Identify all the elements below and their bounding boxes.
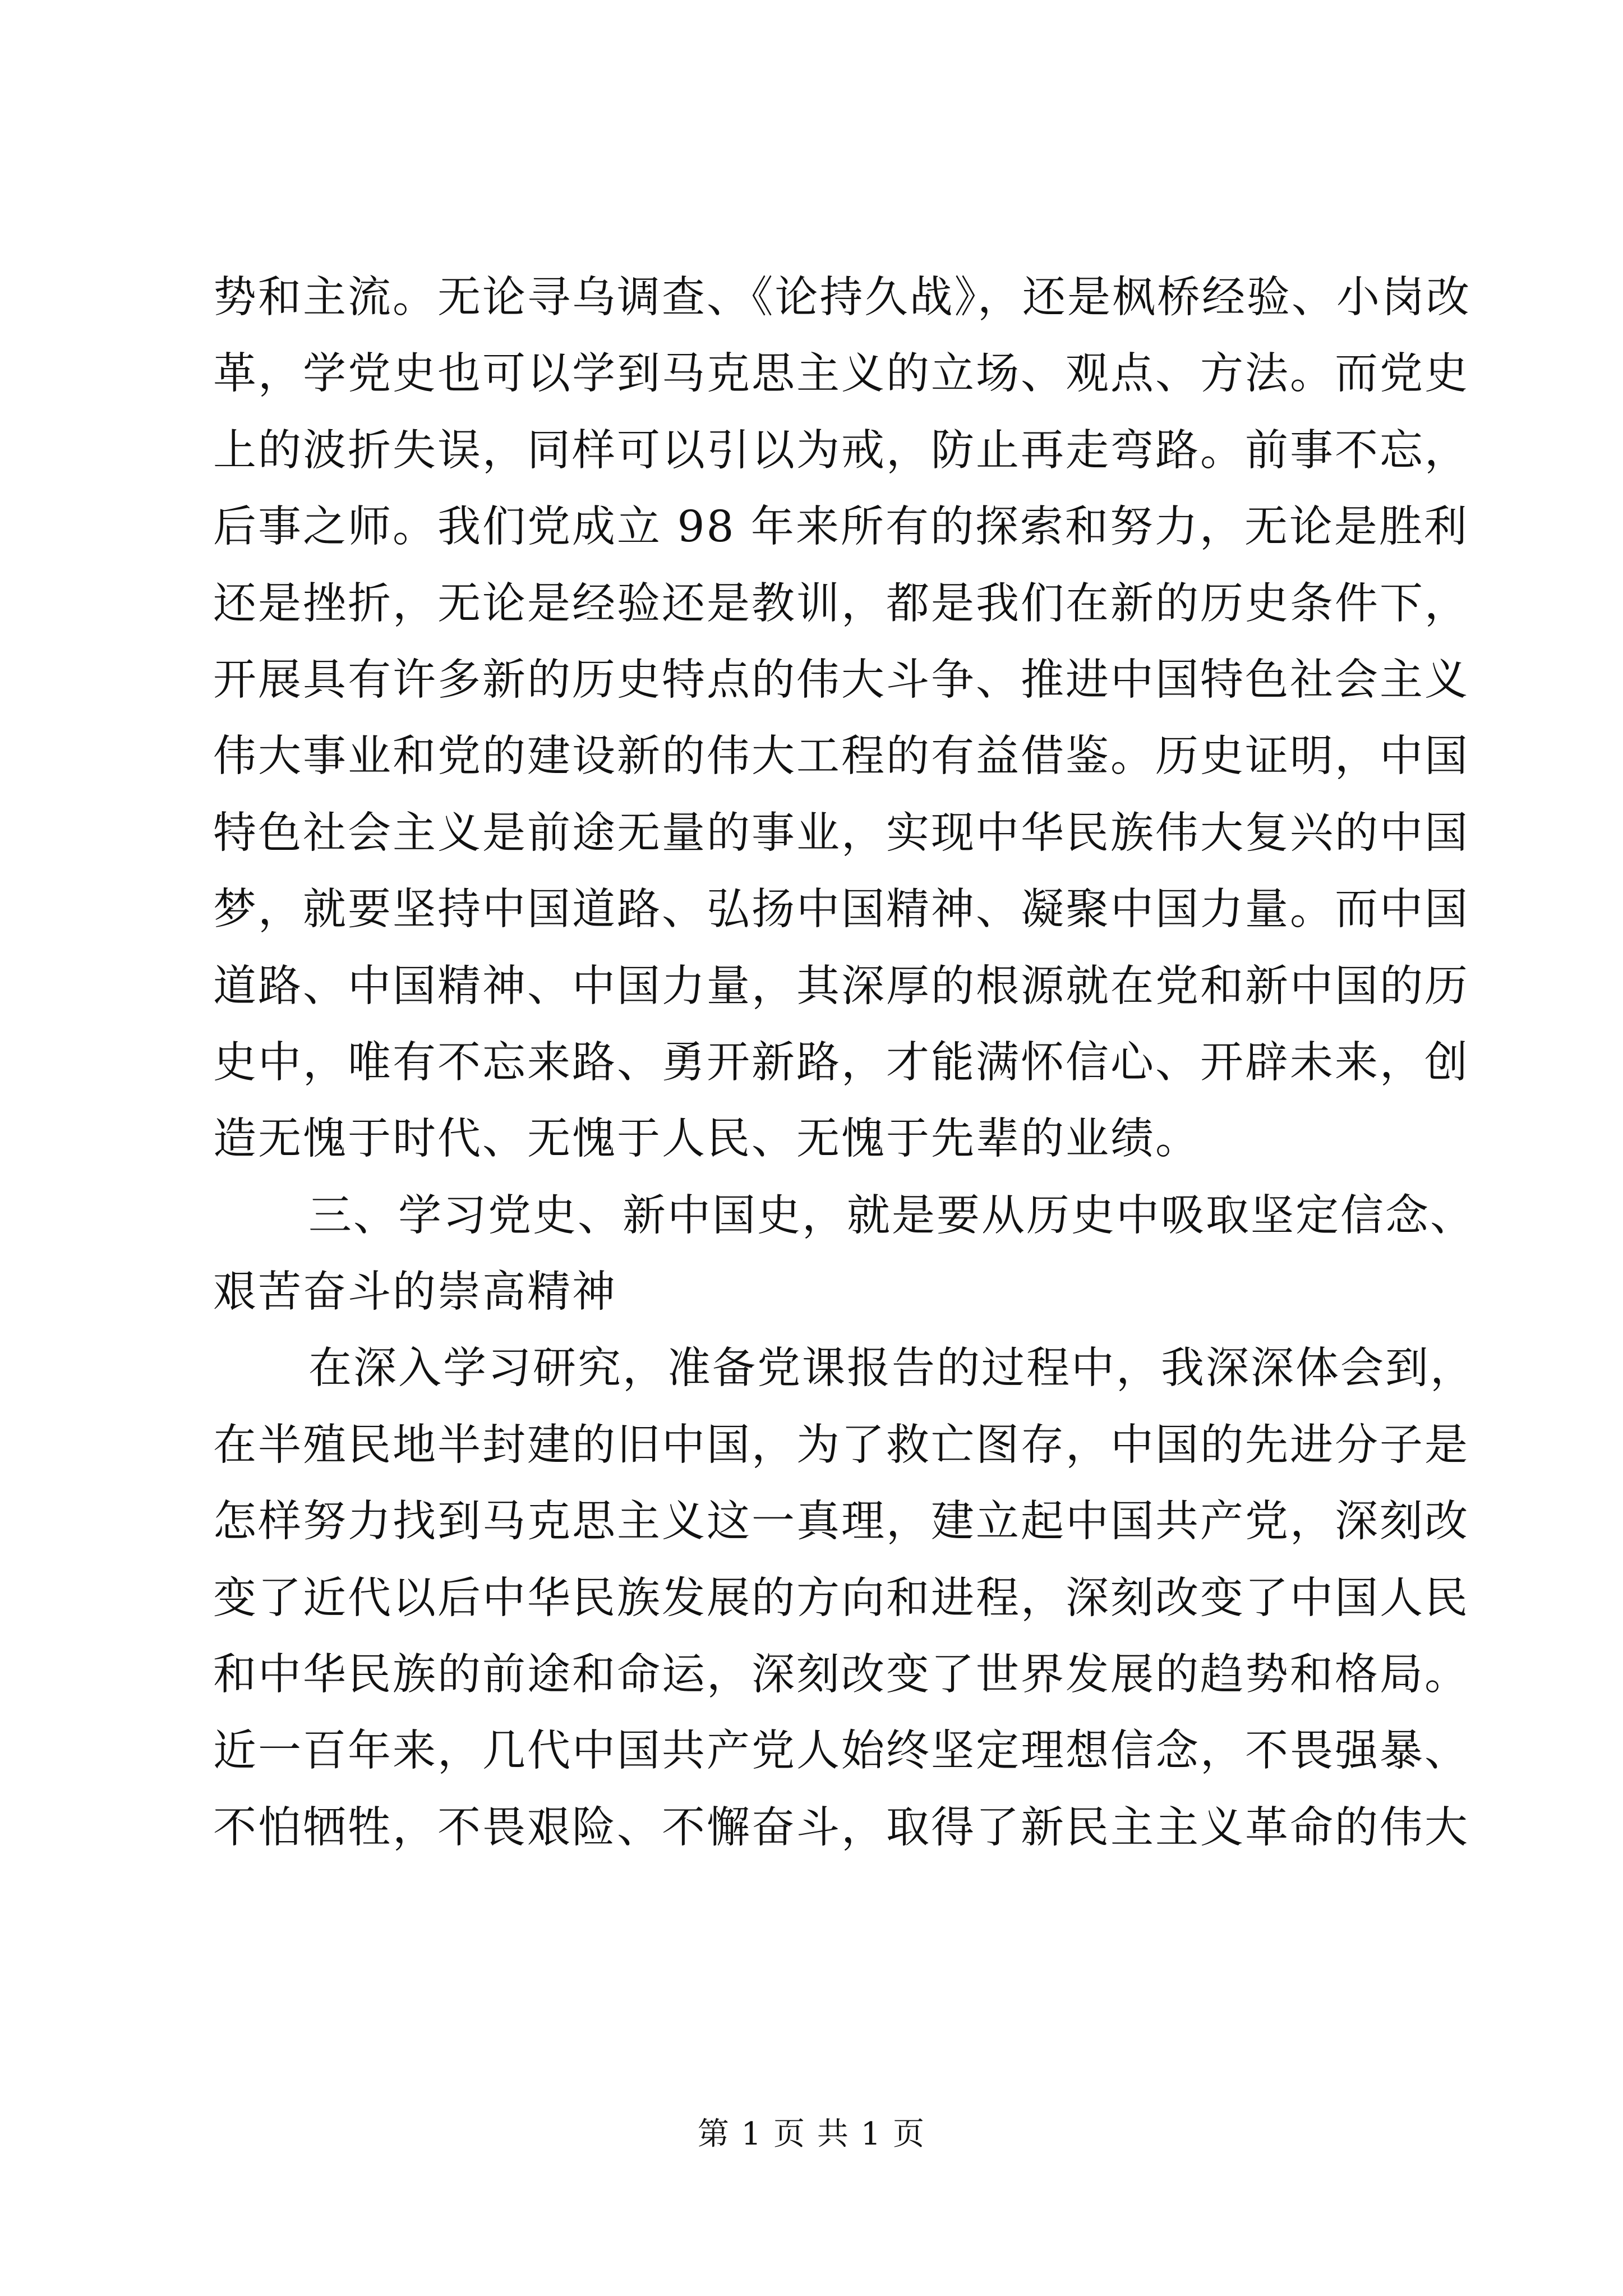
text-line: 特色社会主义是前途无量的事业，实现中华民族伟大复兴的中国 [213, 808, 1469, 858]
text-line: 开展具有许多新的历史特点的伟大斗争、推进中国特色社会主义 [213, 655, 1469, 705]
text-line: 变了近代以后中华民族发展的方向和进程，深刻改变了中国人民 [213, 1573, 1469, 1623]
document-body [213, 260, 1475, 1866]
text-line: 道路、中国精神、中国力量，其深厚的根源就在党和新中国的历 [213, 961, 1469, 1011]
text-line: 梦，就要坚持中国道路、弘扬中国精神、凝聚中国力量。而中国 [213, 885, 1469, 935]
text-line: 还是挫折，无论是经验还是教训，都是我们在新的历史条件下， [213, 578, 1469, 629]
text-line: 造无愧于时代、无愧于人民、无愧于先辈的业绩。 [213, 1114, 1200, 1165]
text-line: 后事之师。我们党成立 98 年来所有的探索和努力，无论是胜利 [213, 502, 1469, 553]
text-line: 在半殖民地半封建的旧中国，为了救亡图存，中国的先进分子是 [213, 1420, 1469, 1470]
text-line: 伟大事业和党的建设新的伟大工程的有益借鉴。历史证明，中国 [213, 731, 1469, 782]
text-line: 史中，唯有不忘来路、勇开新路，才能满怀信心、开辟未来，创 [213, 1037, 1469, 1088]
page-footer: 第 1 页 共 1 页 [697, 2116, 926, 2152]
text-line: 在深入学习研究，准备党课报告的过程中，我深深体会到， [308, 1343, 1475, 1394]
text-line: 和中华民族的前途和命运，深刻改变了世界发展的趋势和格局。 [213, 1650, 1469, 1700]
section-heading-line: 三、学习党史、新中国史，就是要从历史中吸取坚定信念、 [308, 1190, 1475, 1241]
text-line: 势和主流。无论寻乌调查、《论持久战》，还是枫桥经验、小岗改 [213, 273, 1471, 323]
text-line: 近一百年来，几代中国共产党人始终坚定理想信念，不畏强暴、 [213, 1726, 1469, 1777]
text-line: 上的波折失误，同样可以引以为戒，防止再走弯路。前事不忘， [213, 425, 1469, 476]
text-line: 怎样努力找到马克思主义这一真理，建立起中国共产党，深刻改 [213, 1497, 1469, 1547]
section-heading-line: 艰苦奋斗的崇高精神 [213, 1267, 617, 1318]
text-line: 革，学党史也可以学到马克思主义的立场、观点、方法。而党史 [213, 349, 1469, 399]
text-line: 不怕牺牲，不畏艰险、不懈奋斗，取得了新民主主义革命的伟大 [213, 1802, 1469, 1853]
